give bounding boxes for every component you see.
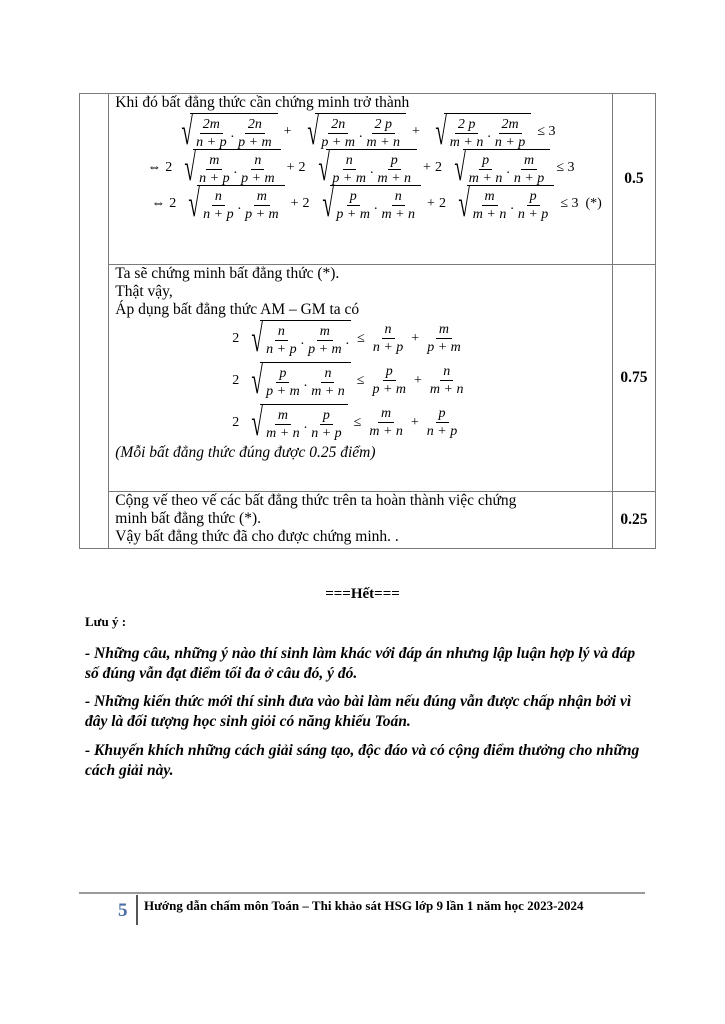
note-item: - Khuyến khích những cách giải sáng tạo, độc đáo và có cộng điểm thưởng cho những cách giải này.: [85, 742, 640, 779]
solution-text: Vậy bất đẳng thức đã cho được chứng minh. .: [115, 528, 399, 545]
footer-divider: [79, 892, 645, 894]
score-cell: 0.75: [612, 265, 655, 492]
question-cell: [80, 94, 109, 549]
equation: √ $\frac{2m}{n + p}$ . $\frac{2n}{p + m}$ + √ $\frac{2n}{p + m}$ . $\frac{2 p}{m + n}$ + √ $\frac{2 p}{m + n}$ . $\frac{2m}{n + p}$ ≤ 3: [181, 111, 556, 153]
solution-cell: [109, 492, 613, 549]
solution-text: Ta sẽ chứng minh bất đẳng thức (*).: [115, 265, 340, 282]
table-row: [80, 265, 656, 492]
table-row: [80, 94, 656, 265]
score-cell: 0.25: [612, 492, 655, 549]
note-item: - Những câu, những ý nào thí sinh làm khác với đáp án nhưng lập luận hợp lý và đáp số đúng vẫn đạt điểm tối đa ở câu đó, ý đó.: [85, 645, 636, 682]
solution-text: Thật vậy,: [115, 283, 173, 300]
grading-table: [79, 93, 656, 549]
solution-text: Cộng vế theo vế các bất đẳng thức trên ta hoàn thành việc chứng: [115, 492, 517, 509]
equation: ⇔ 2 √ $\frac{n}{n + p}$ . $\frac{m}{p + m}$ + 2 √ $\frac{p}{p + m}$ . $\frac{n}{m + n}$ + 2 √ $\frac{m}{m + n}$ . $\frac{p}{n + p}$ ≤ 3 (*): [151, 183, 602, 225]
scoring-note: (Mỗi bất đẳng thức đúng được 0.25 điểm): [115, 444, 376, 461]
equation: 2 √ $\frac{p}{p + m}$ . $\frac{n}{m + n}$ ≤ $\frac{p}{p + m}$ + $\frac{n}{m + n}$: [232, 360, 464, 402]
table-row: [80, 492, 656, 549]
end-mark: ===Hết===: [325, 586, 400, 602]
solution-cell: [109, 265, 613, 492]
solution-text: Khi đó bất đẳng thức cần chứng minh trở thành: [115, 94, 410, 111]
footer-separator: [136, 895, 138, 925]
equation: 2 √ $\frac{n}{n + p}$ . $\frac{m}{p + m}$ . ≤ $\frac{n}{n + p}$ + $\frac{m}{p + m}$: [232, 318, 461, 360]
solution-text: minh bất đẳng thức (*).: [115, 510, 261, 527]
notes-heading: Lưu ý :: [85, 614, 127, 629]
footer-text: Hướng dẫn chấm môn Toán – Thi khảo sát HSG lớp 9 lần 1 năm học 2023-2024: [144, 898, 584, 913]
page-number: 5: [118, 900, 128, 921]
solution-cell: [109, 94, 613, 265]
score-cell: 0.5: [612, 94, 655, 265]
note-item: - Những kiến thức mới thí sinh đưa vào bài làm nếu đúng vẫn được chấp nhận bởi vì đây là đối tượng học sinh giỏi có năng khiếu Toán.: [85, 693, 632, 730]
solution-text: Áp dụng bất đẳng thức AM – GM ta có: [115, 301, 360, 318]
equation: 2 √ $\frac{m}{m + n}$ . $\frac{p}{n + p}$ ≤ $\frac{m}{m + n}$ + $\frac{p}{n + p}$: [232, 402, 458, 444]
equation: ⇔ 2 √ $\frac{m}{n + p}$ . $\frac{n}{p + m}$ + 2 √ $\frac{n}{p + m}$ . $\frac{p}{m + n}$ + 2 √ $\frac{p}{m + n}$ . $\frac{m}{n + p}$ ≤ 3: [147, 147, 575, 189]
